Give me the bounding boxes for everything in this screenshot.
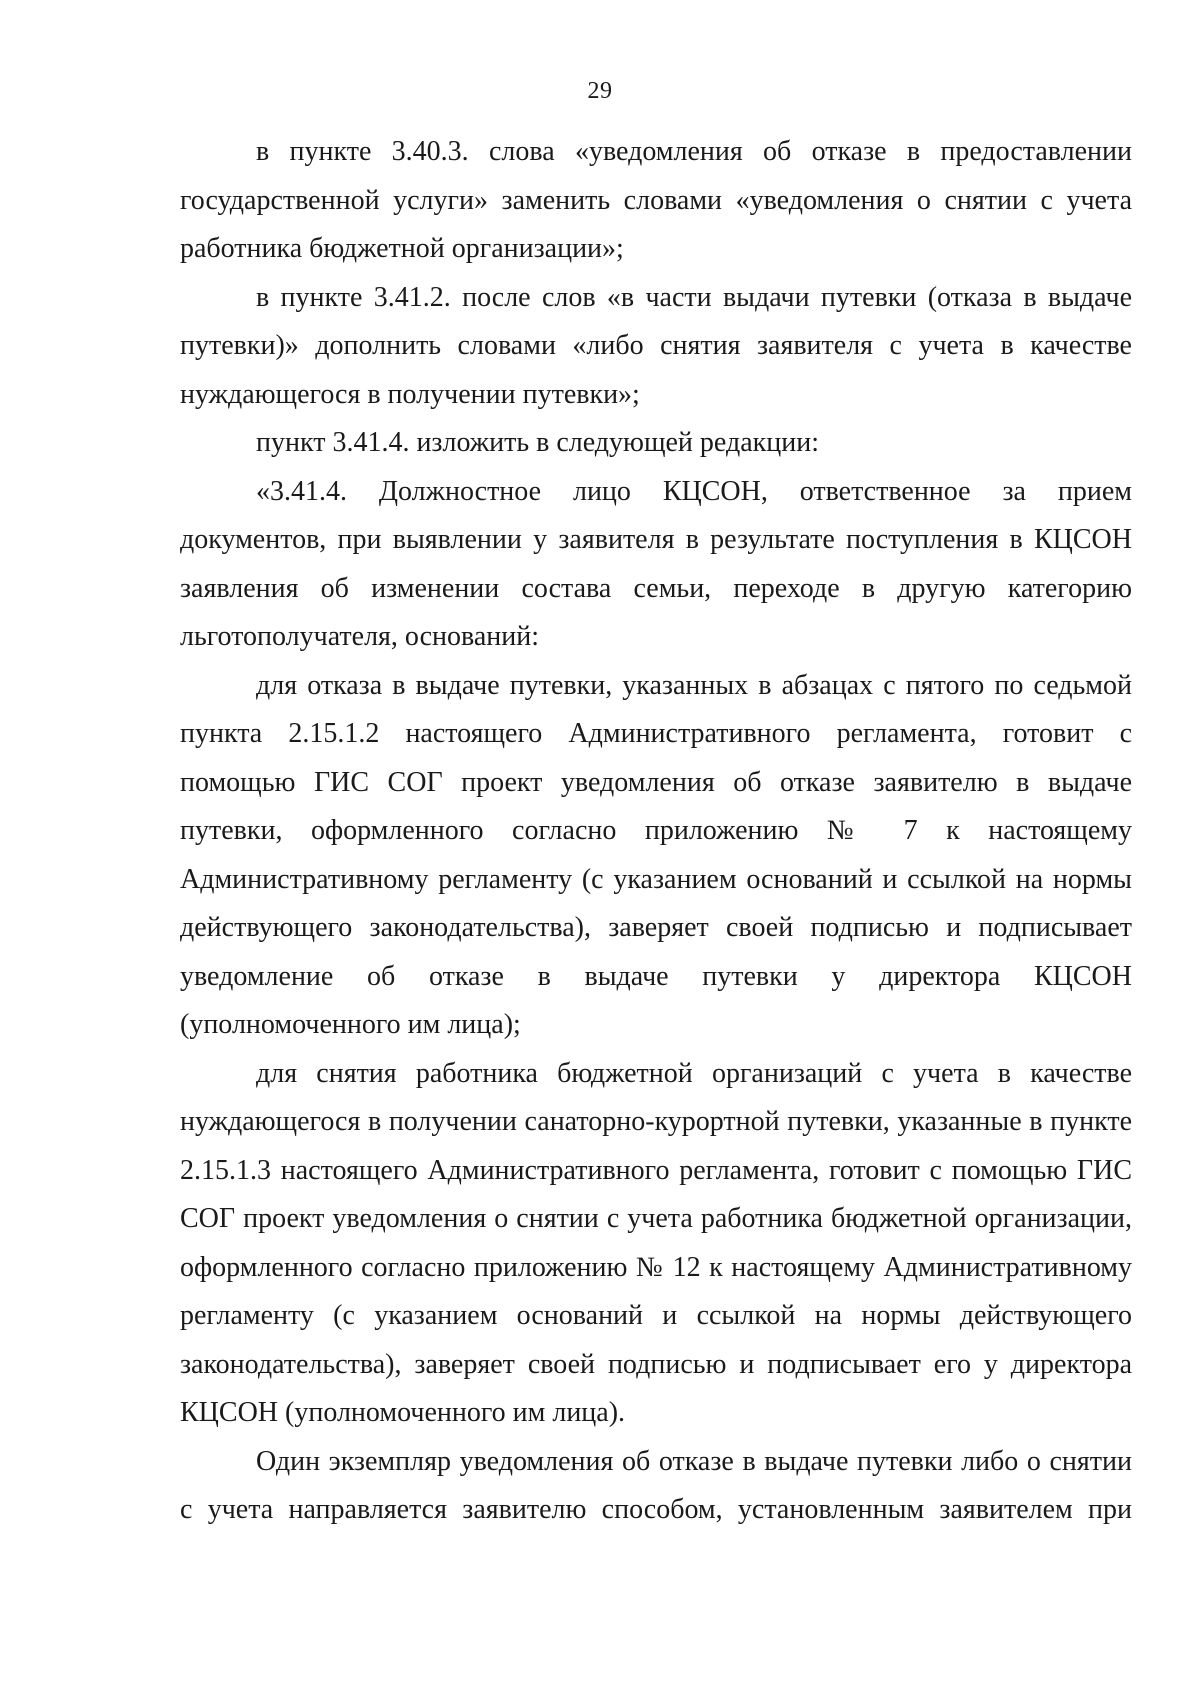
paragraph-new-3-41-4: «3.41.4. Должностное лицо КЦСОН, ответственное за прием документов, при выявлении у заявителя в результате поступления в КЦСОН заявления об изменении состава семьи, переходе в другую категорию льготополучателя, оснований: [180, 475, 1132, 652]
page-number: 29 [587, 78, 613, 104]
paragraph-amendment-3-41-2: в пункте 3.41.2. после слов «в части выдачи путевки (отказа в выдаче путевки)» дополнить словами «либо снятия заявителя с учета в качестве нуждающегося в получении путевки»; [180, 281, 1132, 410]
document-body [180, 128, 1132, 1535]
paragraph-amendment-3-40-3: в пункте 3.40.3. слова «уведомления об отказе в предоставлении государственной услуги» заменить словами «уведомления о снятии с учета работника бюджетной организации»; [180, 136, 1132, 264]
paragraph-refusal-grounds: для отказа в выдаче путевки, указанных в абзацах с пятого по седьмой пункта 2.15.1.2 настоящего Административного регламента, готовит с помощью ГИС СОГ проект уведомления об отказе заявителю в выдаче путевки, оформленного согласно приложению № 7 к настоящему Административному регламенту (с указанием оснований и ссылкой на нормы действующего законодательства), заверяет своей подписью и подписывает уведомление об отказе в выдаче путевки у директора КЦСОН (уполномоченного им лица); [180, 669, 1132, 1040]
paragraph-deregistration-grounds: для снятия работника бюджетной организаций с учета в качестве нуждающегося в получении санаторно-курортной путевки, указанные в пункте 2.15.1.3 настоящего Административного регламента, готовит с помощью ГИС СОГ проект уведомления о снятии с учета работника бюджетной организации, оформленного согласно приложению № 12 к настоящему Административному регламенту (с указанием оснований и ссылкой на нормы действующего законодательства), заверяет своей подписью и подписывает его у директора КЦСОН (уполномоченного им лица). [180, 1057, 1132, 1428]
paragraph-amendment-3-41-4-intro: пункт 3.41.4. изложить в следующей редакции: [256, 427, 819, 458]
paragraph-notice-copy: Один экземпляр уведомления об отказе в выдаче путевки либо о снятии с учета направляется заявителю способом, установленным заявителем при [180, 1445, 1132, 1525]
